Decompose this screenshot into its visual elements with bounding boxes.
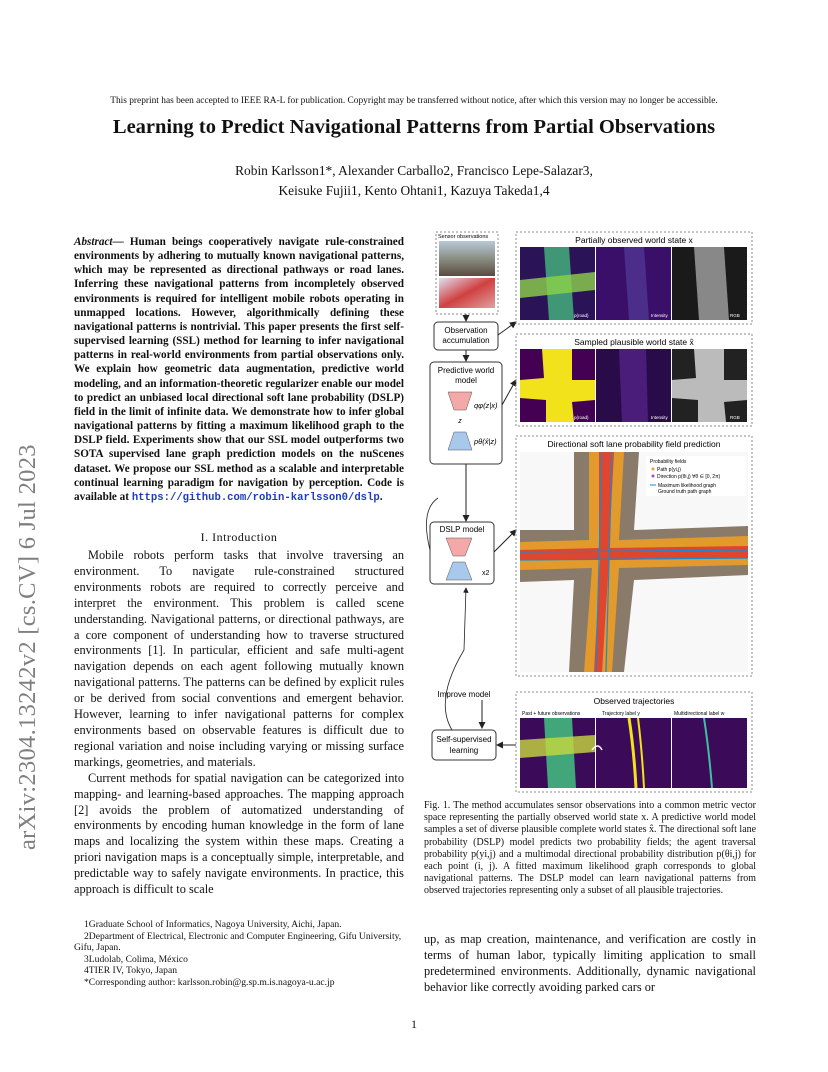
author-list bbox=[0, 161, 828, 201]
obs-acc-line2: accumulation bbox=[442, 336, 490, 345]
panel4-title: Observed trajectories bbox=[593, 696, 675, 706]
author-line-1: Robin Karlsson1*, Alexander Carballo2, Francisco Lepe-Salazar3, bbox=[235, 163, 593, 178]
x2-label: x2 bbox=[482, 570, 490, 577]
intro-paragraph-1: Mobile robots perform tasks that involve traversing an environment. To navigate rule-constrained structured environments robots are required to correctly perceive and interpret the environment. This problem is called scene understanding. Navigational patterns, or directional pathways, are a core component of understanding how to traverse structured environments [1]. In particular, efficient and safe multi-agent navigation depends on each agent following mutually known navigational patterns. The patterns can be defined by explicit rules or be derived from social conventions and emergent behavior. However, learning to infer navigational patterns for complex environments based on observable features is difficult due to regional variation and noise including varying or missing surface markings, geometries, and materials. bbox=[74, 548, 404, 769]
author-line-2: Keisuke Fujii1, Kento Ohtani1, Kazuya Takeda1,4 bbox=[278, 183, 550, 198]
panel1-title: Partially observed world state x bbox=[575, 235, 693, 245]
footnote: 2Department of Electrical, Electronic and Computer Engineering, Gifu University, Gifu, Japan. bbox=[74, 930, 402, 953]
svg-text:Path p(yi,j): Path p(yi,j) bbox=[657, 467, 681, 473]
svg-text:Maximum likelihood graph: Maximum likelihood graph bbox=[658, 483, 717, 489]
footnote: 1Graduate School of Informatics, Nagoya University, Aichi, Japan. bbox=[84, 919, 342, 930]
svg-text:Multidirectional label w: Multidirectional label w bbox=[674, 711, 725, 717]
z-label: z bbox=[458, 418, 462, 425]
q-phi-label: qφ(z|x) bbox=[474, 401, 498, 410]
svg-text:RGB: RGB bbox=[730, 415, 740, 420]
paper-title: Learning to Predict Navigational Patterns from Partial Observations bbox=[112, 116, 716, 138]
figure-diagram bbox=[424, 230, 756, 793]
svg-text:p(road): p(road) bbox=[574, 415, 589, 420]
svg-text:Intensity: Intensity bbox=[651, 313, 668, 318]
intro-paragraph-2: Current methods for spatial navigation can be categorized into mapping- and learning-based approaches. The mapping approach [2] avoids the problem of automatized understanding of environments by encoding human knowledge in the form of lane maps and localizing the system within these maps. Creating a priori navigation maps is a conceptually simple, interpretable, and predictable way to safely navigate environments. In practice, this approach is difficult to scale bbox=[74, 770, 404, 897]
section-heading: I. Introduction bbox=[200, 530, 278, 544]
svg-text:Ground truth path graph: Ground truth path graph bbox=[658, 489, 712, 495]
pointcloud-image bbox=[439, 278, 495, 308]
svg-text:p(road): p(road) bbox=[574, 313, 589, 318]
svg-text:Intensity: Intensity bbox=[651, 415, 668, 420]
camera-image bbox=[439, 241, 495, 276]
svg-text:Probability fields: Probability fields bbox=[650, 459, 687, 465]
svg-text:RGB: RGB bbox=[730, 313, 740, 318]
abstract bbox=[74, 235, 404, 505]
preprint-notice: This preprint has been accepted to IEEE RA-L for publication. Copyright may be transferred without notice, after which this version may no longer be accessible. bbox=[110, 96, 718, 106]
svg-text:Past + future observations: Past + future observations bbox=[522, 711, 581, 717]
dslp-model-label: DSLP model bbox=[439, 525, 485, 534]
abstract-end: . bbox=[379, 490, 383, 503]
abstract-text: — Human beings cooperatively navigate rule-constrained environments by adhering to mutually known navigational patterns, which may be represented as directional pathways or road lanes. Inferring these navigational patterns from incompletely observed environments is required for intelligent mobile robots operating in unmapped locations. However, algorithmically defining these navigational patterns is nontrivial. This paper presents the first self-supervised learning (SSL) method for learning to infer navigational patterns in real-world environments from partial observations only. We explain how geometric data augmentation, predictive world modeling, and an information-theoretic regularizer enable our model to predict an unbiased local directional soft lane probability (DSLP) field in the limit of infinite data. We demonstrate how to infer global navigational patterns by fitting a maximum likelihood graph to the DSLP field. Experiments show that our SSL model outperforms two SOTA supervised lane graph prediction models on the nuScenes dataset. We propose our SSL method as a scalable and interpretable continual learning paradigm for navigation by perception. Code is available at bbox=[74, 236, 404, 503]
footnotes bbox=[74, 919, 404, 988]
sensor-label: Sensor observations bbox=[438, 234, 489, 240]
panel3-title: Directional soft lane probability field prediction bbox=[547, 439, 721, 449]
svg-text:Trajectory label y: Trajectory label y bbox=[602, 711, 640, 717]
obs-acc-line1: Observation bbox=[444, 326, 488, 335]
figure-1 bbox=[424, 230, 756, 793]
footnote: 3Ludolab, Colima, México bbox=[84, 953, 188, 965]
arxiv-stamp: arXiv:2304.13242v2 [cs.CV] 6 Jul 2023 bbox=[14, 444, 41, 850]
footnote: 4TIER IV, Tokyo, Japan bbox=[84, 965, 178, 976]
abstract-label: Abstract bbox=[74, 236, 113, 248]
code-link[interactable]: https://github.com/robin-karlsson0/dslp bbox=[131, 491, 380, 504]
p-theta-label: pθ(x̂|z) bbox=[474, 437, 497, 446]
page-number: 1 bbox=[411, 1017, 417, 1031]
svg-text:Direction p(θi,j) ∀θ ∈ [0, 2π): Direction p(θi,j) ∀θ ∈ [0, 2π) bbox=[657, 474, 721, 480]
panel2-title: Sampled plausible world state x̂ bbox=[574, 337, 694, 347]
improve-model-label: Improve model bbox=[437, 690, 491, 699]
pwm-line1: Predictive world bbox=[437, 366, 495, 375]
right-column-body: up, as map creation, maintenance, and verification are costly in terms of human labor, typically limiting application to small predetermined environments. Additionally, dynamic navigational behavior like correctly avoiding parked cars or bbox=[424, 932, 756, 994]
ssl-line2: learning bbox=[449, 746, 479, 755]
footnote: *Corresponding author: karlsson.robin@g.sp.m.is.nagoya-u.ac.jp bbox=[84, 976, 335, 988]
ssl-line1: Self-supervised bbox=[436, 735, 492, 744]
intro-body bbox=[74, 548, 404, 898]
pwm-line2: model bbox=[455, 376, 477, 385]
figure-caption: Fig. 1. The method accumulates sensor observations into a common metric vector space representing the partially observed world state x. A predictive world model samples a set of diverse plausible complete world states x̂. The directional soft lane probability (DSLP) model predicts two probability fields; the agent traversal probability p(yi,j) and a multimodal directional probability distribution p(θi,j) for each point (i, j). A fitted maximum likelihood graph corresponds to global navigational patterns. The DSLP model can learn navigational patterns from observed trajectories representing only a subset of all plausible trajectories. bbox=[424, 800, 756, 897]
